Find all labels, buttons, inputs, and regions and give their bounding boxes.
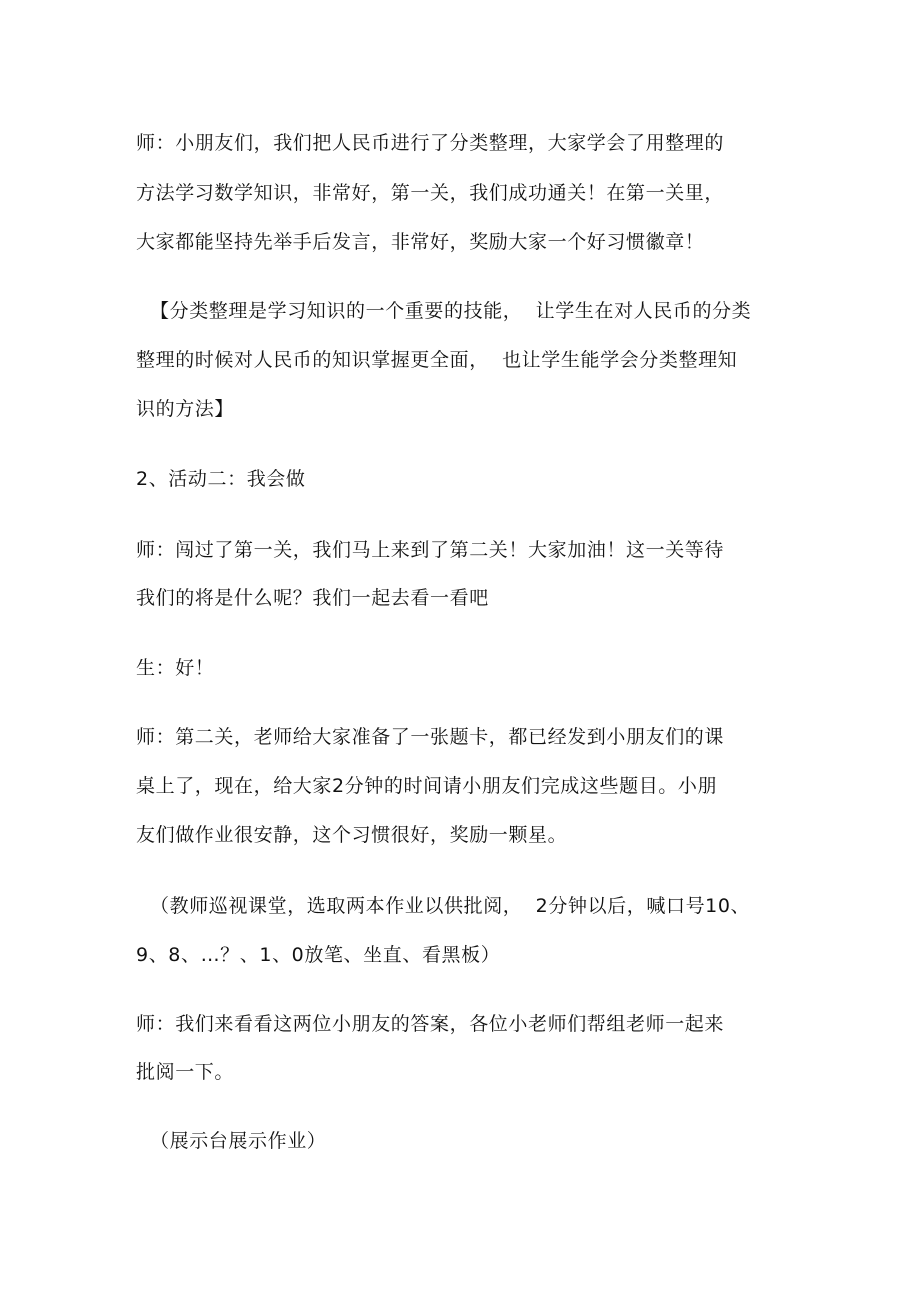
note-line-1: 【分类整理是学习知识的一个重要的技能， 让学生在对人民币的分类 [150,300,752,322]
section-heading: 2、活动二：我会做 [136,468,306,490]
paragraph-6-line-1: 师：第二关，老师给大家准备了一张题卡，都已经发到小朋友们的课 [136,726,725,748]
stage-direction-line-2: 9、8、…？、1、0放笔、坐直、看黑板） [136,944,501,966]
paragraph-1-line-1: 师：小朋友们，我们把人民币进行了分类整理，大家学会了用整理的 [136,132,725,154]
stage-direction-line-1: （教师巡视课堂，选取两本作业以供批阅， 2分钟以后，喊口号10、 [150,895,751,917]
paragraph-8-line-1: 师：我们来看看这两位小朋友的答案，各位小老师们帮组老师一起来 [136,1013,725,1035]
paragraph-6-line-2: 桌上了，现在，给大家2分钟的时间请小朋友们完成这些题目。小朋 [136,775,718,797]
paragraph-6-line-3: 友们做作业很安静，这个习惯很好，奖励一颗星。 [136,824,568,846]
paragraph-8-line-2: 批阅一下。 [136,1061,235,1083]
paragraph-4-line-2: 我们的将是什么呢？我们一起去看一看吧 [136,587,489,609]
paragraph-1-line-3: 大家都能坚持先举手后发言，非常好，奖励大家一个好习惯徽章！ [136,231,705,253]
paragraph-4-line-1: 师：闯过了第一关，我们马上来到了第二关！大家加油！这一关等待 [136,539,725,561]
note-line-2: 整理的时候对人民币的知识掌握更全面， 也让学生能学会分类整理知 [136,349,738,371]
note-line-3: 识的方法】 [136,398,235,420]
paragraph-1-line-2: 方法学习数学知识，非常好，第一关，我们成功通关！在第一关里， [136,182,725,204]
student-reply: 生：好！ [136,657,215,679]
stage-direction-final: （展示台展示作业） [150,1130,327,1152]
